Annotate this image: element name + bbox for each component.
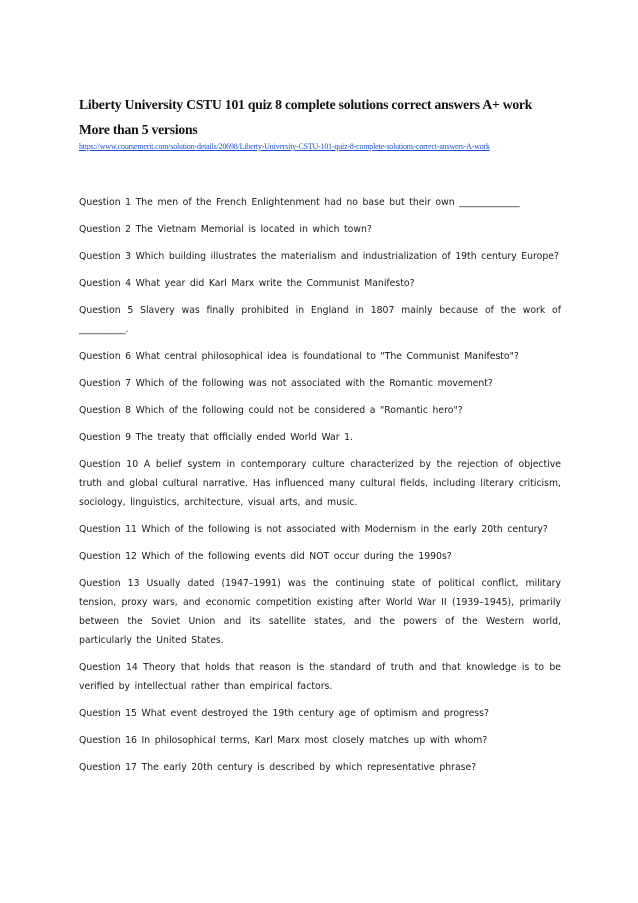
question-8: Question 8 Which of the following could not be considered a "Romantic hero"? — [79, 405, 463, 416]
question-4: Question 4 What year did Karl Marx write the Communist Manifesto? — [79, 278, 415, 289]
question-2: Question 2 The Vietnam Memorial is located in which town? — [79, 224, 372, 235]
question-11: Question 11 Which of the following is not associated with Modernism in the early 20th century? — [79, 524, 548, 535]
question-6: Question 6 What central philosophical idea is foundational to "The Communist Manifesto"? — [79, 351, 519, 362]
question-16: Question 16 In philosophical terms, Karl Marx most closely matches up with whom? — [79, 735, 488, 746]
question-17: Question 17 The early 20th century is described by which representative phrase? — [79, 762, 477, 773]
title-line-2: More than 5 versions — [79, 122, 198, 137]
question-5: Question 5 Slavery was finally prohibited in England in 1807 mainly because of the work of __________. — [79, 305, 561, 335]
question-12: Question 12 Which of the following events did NOT occur during the 1990s? — [79, 551, 452, 562]
question-7: Question 7 Which of the following was not associated with the Romantic movement? — [79, 378, 493, 389]
question-list — [79, 193, 561, 785]
question-15: Question 15 What event destroyed the 19th century age of optimism and progress? — [79, 708, 489, 719]
title-line-1: Liberty University CSTU 101 quiz 8 complete solutions correct answers A+ work — [79, 97, 533, 112]
question-1: Question 1 The men of the French Enlightenment had no base but their own _____________ — [79, 197, 520, 208]
question-13: Question 13 Usually dated (1947–1991) was the continuing state of political conflict, military tension, proxy wars, and economic competition existing after World War II (1939–1945), primarily between the Soviet Union and its satellite states, and the powers of the Western world, particularly the United States. — [79, 578, 561, 646]
question-3: Question 3 Which building illustrates the materialism and industrialization of 19th century Europe? — [79, 251, 559, 262]
question-14: Question 14 Theory that holds that reason is the standard of truth and that knowledge is to be verified by intellectual rather than empirical factors. — [79, 662, 561, 692]
document-title — [79, 92, 579, 142]
question-10: Question 10 A belief system in contemporary culture characterized by the rejection of objective truth and global cultural narrative. Has influenced many cultural fields, including literary criticism, sociology, linguistics, architecture, visual arts, and music. — [79, 459, 561, 508]
source-link[interactable]: https://www.coursemerit.com/solution-details/20698/Liberty-University-CSTU-101-quiz-8-complete-solutions-correct-answers-A-work — [79, 142, 490, 151]
question-9: Question 9 The treaty that officially ended World War 1. — [79, 432, 353, 443]
